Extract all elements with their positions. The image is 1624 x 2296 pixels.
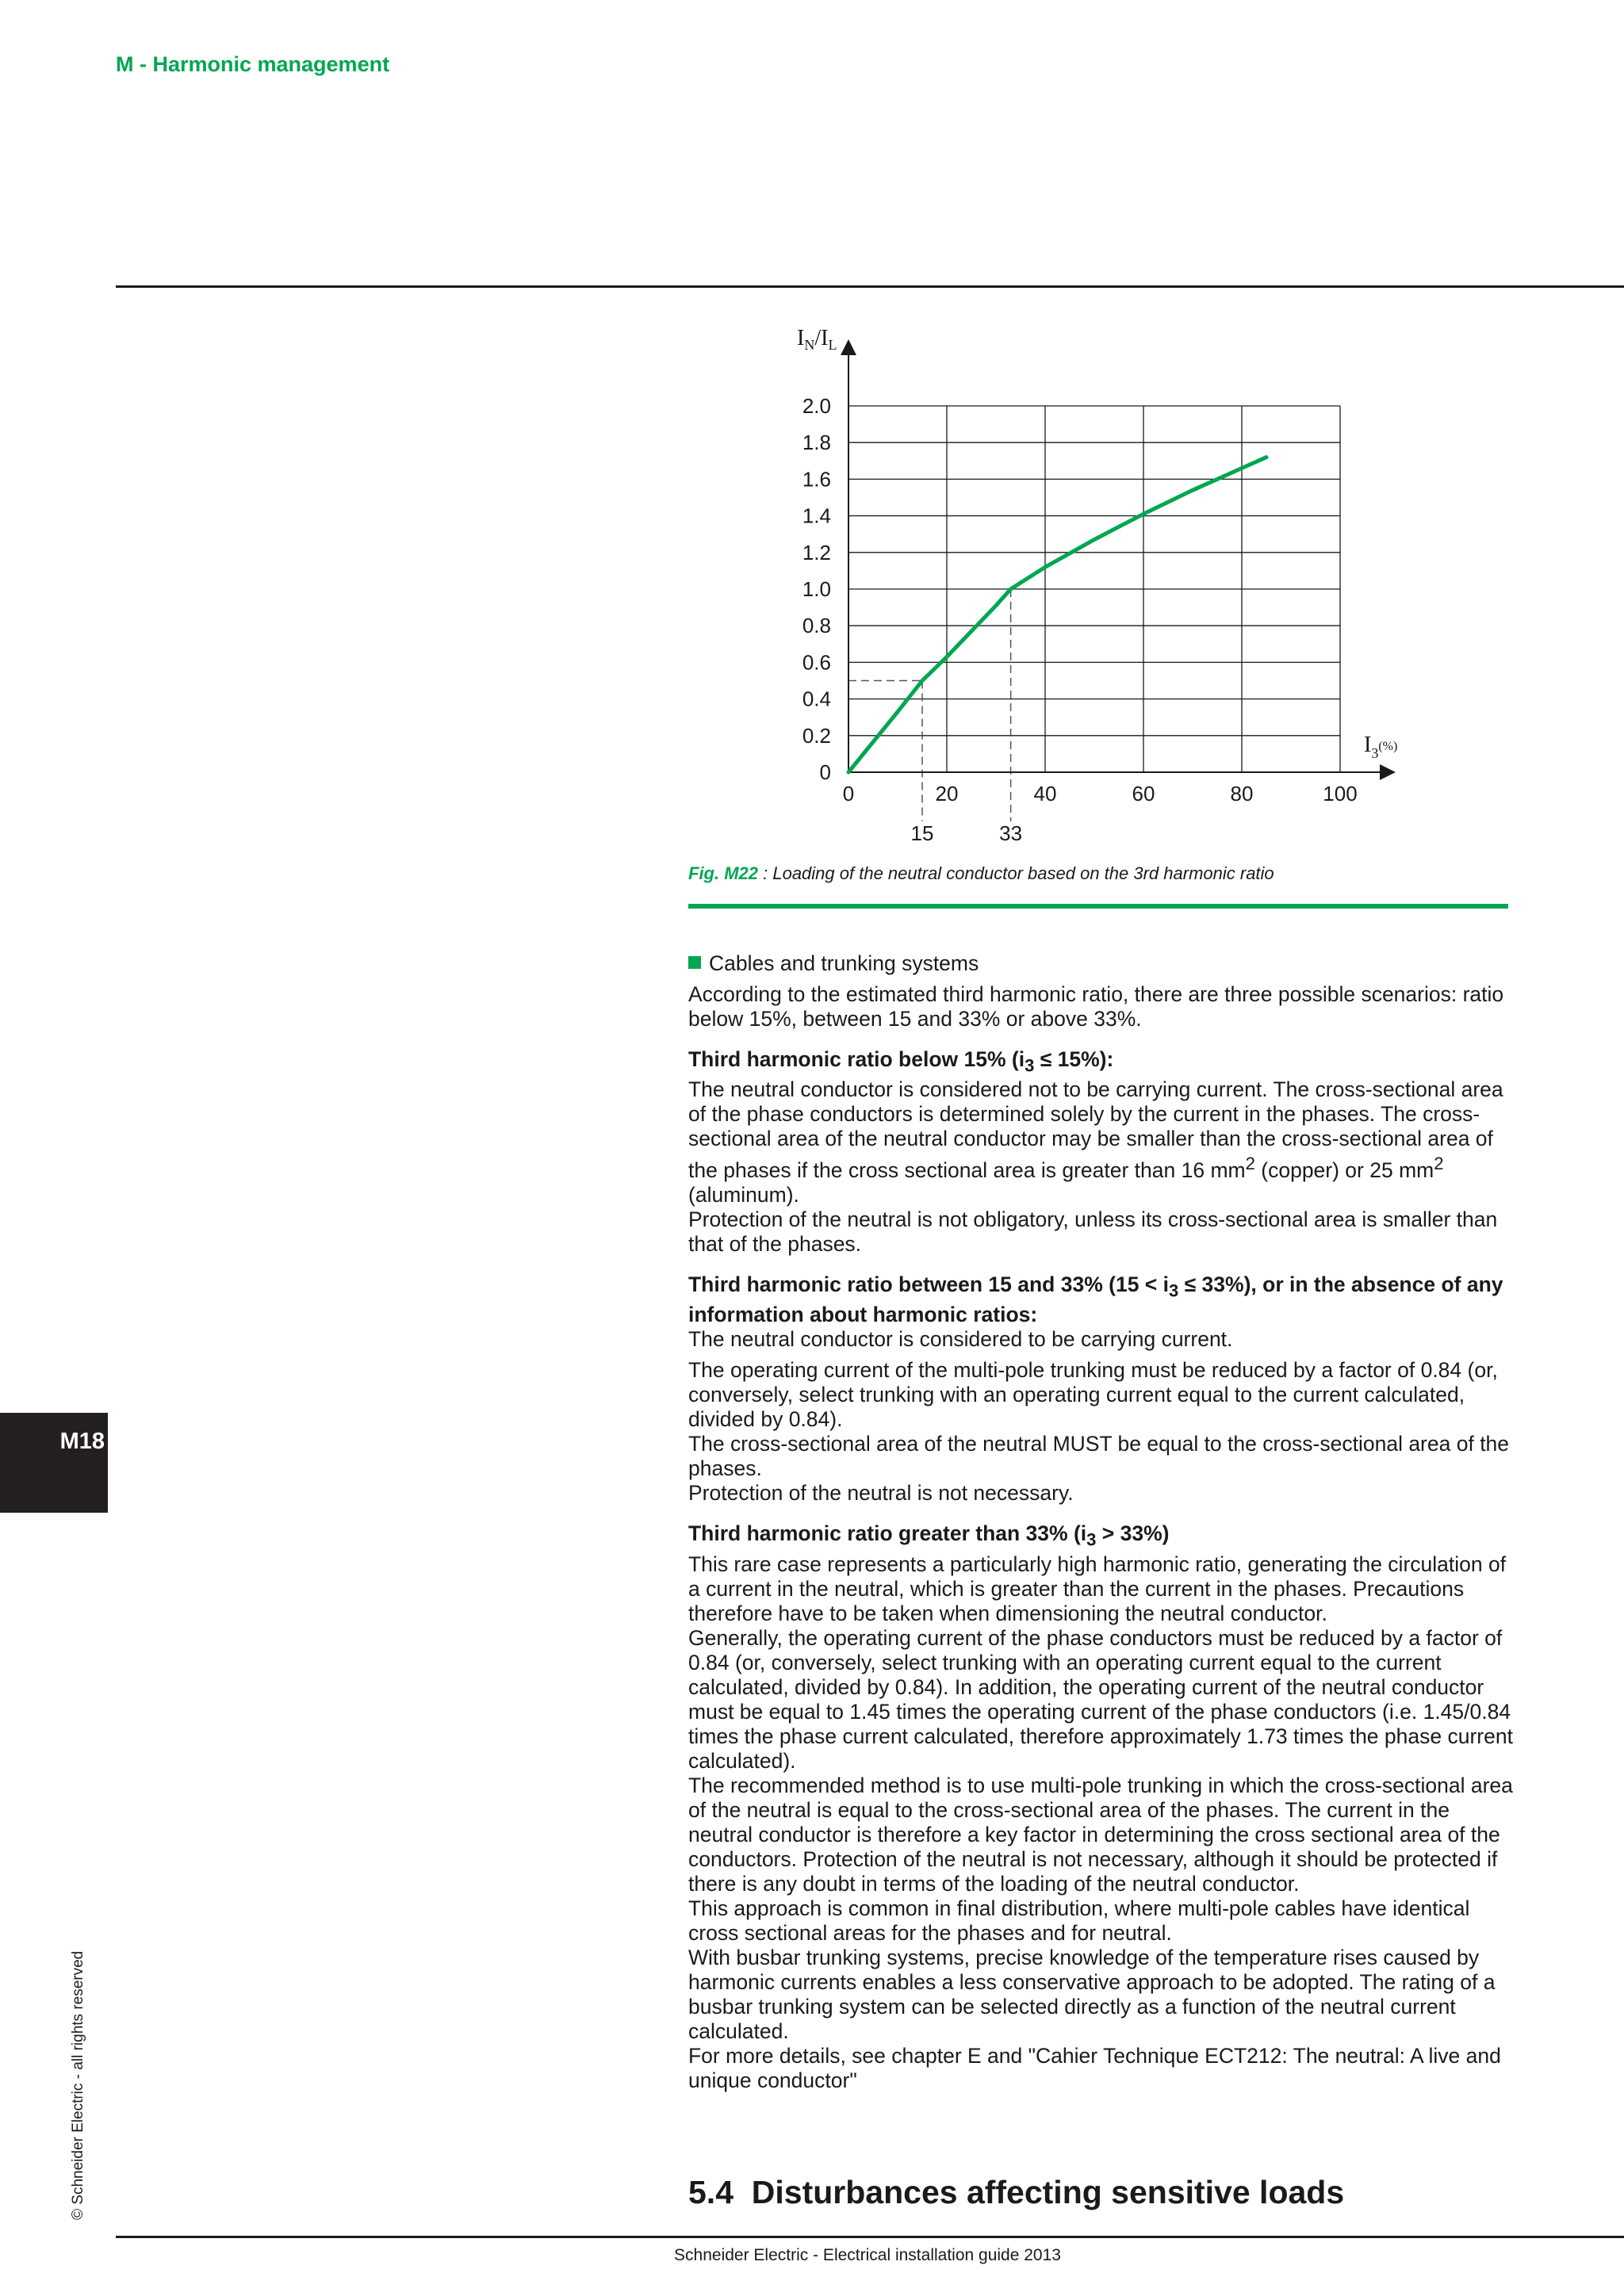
section-number: 5.4 <box>688 2174 733 2210</box>
s3-paragraph-6: For more details, see chapter E and "Cahier Technique ECT212: The neutral: A live and unique conductor" <box>688 2043 1501 2092</box>
x-tick-label: 0 <box>842 782 855 806</box>
y-tick-label: 0.8 <box>802 614 831 638</box>
figure-label: Fig. M22 <box>688 863 759 883</box>
y-tick-label: 1.4 <box>802 503 831 528</box>
bullet-square-icon <box>688 956 701 969</box>
s3-paragraph-1: This rare case represents a particularly high harmonic ratio, generating the circulation of a current in the neutral, which is greater than the current in the phases. Precautions therefore have to be taken when dimensioning the neutral conductor. <box>688 1552 1507 1625</box>
chart-axes <box>848 347 1388 772</box>
footer-text: Schneider Electric - Electrical installation guide 2013 <box>674 2246 1061 2264</box>
figure-caption <box>688 863 1274 884</box>
chart-labels <box>802 394 1358 845</box>
s1-heading: Third harmonic ratio below 15% $(i_3 \le 15\%)$: <box>688 1047 1114 1076</box>
y-tick-label: 2.0 <box>802 394 831 418</box>
s2-paragraph-3: The cross-sectional area of the neutral MUST be equal to the cross-sectional area of the phases. <box>688 1432 1510 1481</box>
page-number: M18 <box>59 1429 105 1454</box>
bullet-item <box>688 951 1513 976</box>
annotation-label: 33 <box>999 821 1023 845</box>
y-axis-label: $I_N/I_L$ <box>797 326 837 353</box>
header-rule <box>116 285 1624 288</box>
section-heading <box>688 2174 1344 2211</box>
copyright-notice: © Schneider Electric - all rights reserved <box>70 1950 86 2220</box>
s1-paragraph-2: Protection of the neutral is not obligatory, unless its cross-sectional area is smaller than that of the phases. <box>688 1207 1498 1257</box>
y-tick-label: 0.6 <box>802 650 831 675</box>
s3-paragraph-3: The recommended method is to use multi-pole trunking in which the cross-sectional area of the neutral is equal to the cross-sectional area of the phases. The current in the neutral conductor is therefore a key factor in determining the cross sectional area of the conductors. Protection of the neutral is not necessary, although it should be protected if there is any doubt in terms of the loading of the neutral conductor. <box>688 1773 1513 1896</box>
y-tick-label: 1.6 <box>802 467 831 492</box>
intro-paragraph: According to the estimated third harmonic ratio, there are three possible scenarios: ratio below 15%, between 15 and 33% or above 33%. <box>688 982 1504 1031</box>
page-header-title: M - Harmonic management <box>116 52 390 76</box>
s2-heading: Third harmonic ratio between 15 and 33% $(15 < i_3 \le 33\%)$, or in the absence of any information about harmonic ratios: <box>688 1272 1503 1327</box>
y-tick-label: 0.2 <box>802 723 831 748</box>
s2-paragraph-4: Protection of the neutral is not necessary. <box>688 1481 1074 1506</box>
x-tick-label: 60 <box>1132 782 1155 806</box>
s3-paragraph-4: This approach is common in final distribution, where multi-pole cables have identical cross sectional areas for the phases and for neutral. <box>688 1896 1470 1945</box>
y-tick-label: 0 <box>819 760 831 784</box>
s3-paragraph-2: Generally, the operating current of the phase conductors must be reduced by a factor of 0.84 (or, conversely, select trunking with an operating current equal to the current calculated, divided by 0.84). In addition, the operating current of the neutral conductor must be equal to 1.45 times the operating current of the phase conductors (i.e. 1.45/0.84 times the phase current calculated, therefore approximately 1.73 times the phase current calculated). <box>688 1625 1513 1773</box>
y-tick-label: 1.2 <box>802 540 831 564</box>
s2-paragraph-1: The neutral conductor is considered to be carrying current. <box>688 1327 1233 1352</box>
figure-rule <box>688 904 1508 909</box>
annotation-label: 15 <box>910 821 934 845</box>
body-text <box>688 951 1513 2093</box>
bullet-text: Cables and trunking systems <box>709 951 979 975</box>
figure-caption-text: : Loading of the neutral conductor based on the 3rd harmonic ratio <box>758 863 1274 883</box>
s3-paragraph-5: With busbar trunking systems, precise knowledge of the temperature rises caused by harmonic currents enables a less conservative approach to be adopted. The rating of a busbar trunking system can be selected directly as a function of the neutral current calculated. <box>688 1945 1496 2043</box>
x-tick-label: 80 <box>1230 782 1254 806</box>
x-tick-label: 100 <box>1323 782 1358 806</box>
x-tick-label: 40 <box>1033 782 1057 806</box>
x-axis-label: $I_3^{(\%)}$ <box>1364 733 1398 761</box>
neutral-loading-chart <box>761 325 1419 856</box>
chart-grid <box>848 406 1340 772</box>
chart-series <box>848 457 1266 772</box>
section-title: Disturbances affecting sensitive loads <box>751 2174 1345 2210</box>
y-tick-label: 1.0 <box>802 577 831 601</box>
series-line <box>848 457 1266 772</box>
s3-heading: Third harmonic ratio greater than 33% $(i_3 > 33\%)$ <box>688 1521 1170 1550</box>
footer-rule <box>116 2236 1624 2238</box>
s2-paragraph-2: The operating current of the multi-pole trunking must be reduced by a factor of 0.84 (or, conversely, select trunking with an operating current equal to the current calculated, divided by 0.84). <box>688 1358 1498 1432</box>
chart-guides <box>848 589 1011 821</box>
x-tick-label: 20 <box>935 782 959 806</box>
page-number-tab <box>0 1413 108 1513</box>
s1-paragraph-1: The neutral conductor is considered not to be carrying current. The cross-sectional area of the phase conductors is determined solely by the current in the phases. The cross-sectional area of the neutral conductor may be smaller than the cross-sectional area of the phases if the cross sectional area is greater than 16 $mm^2$ (copper) or 25 $mm^2$ (aluminum). <box>688 1077 1503 1207</box>
y-tick-label: 1.8 <box>802 430 831 455</box>
y-tick-label: 0.4 <box>802 687 831 711</box>
